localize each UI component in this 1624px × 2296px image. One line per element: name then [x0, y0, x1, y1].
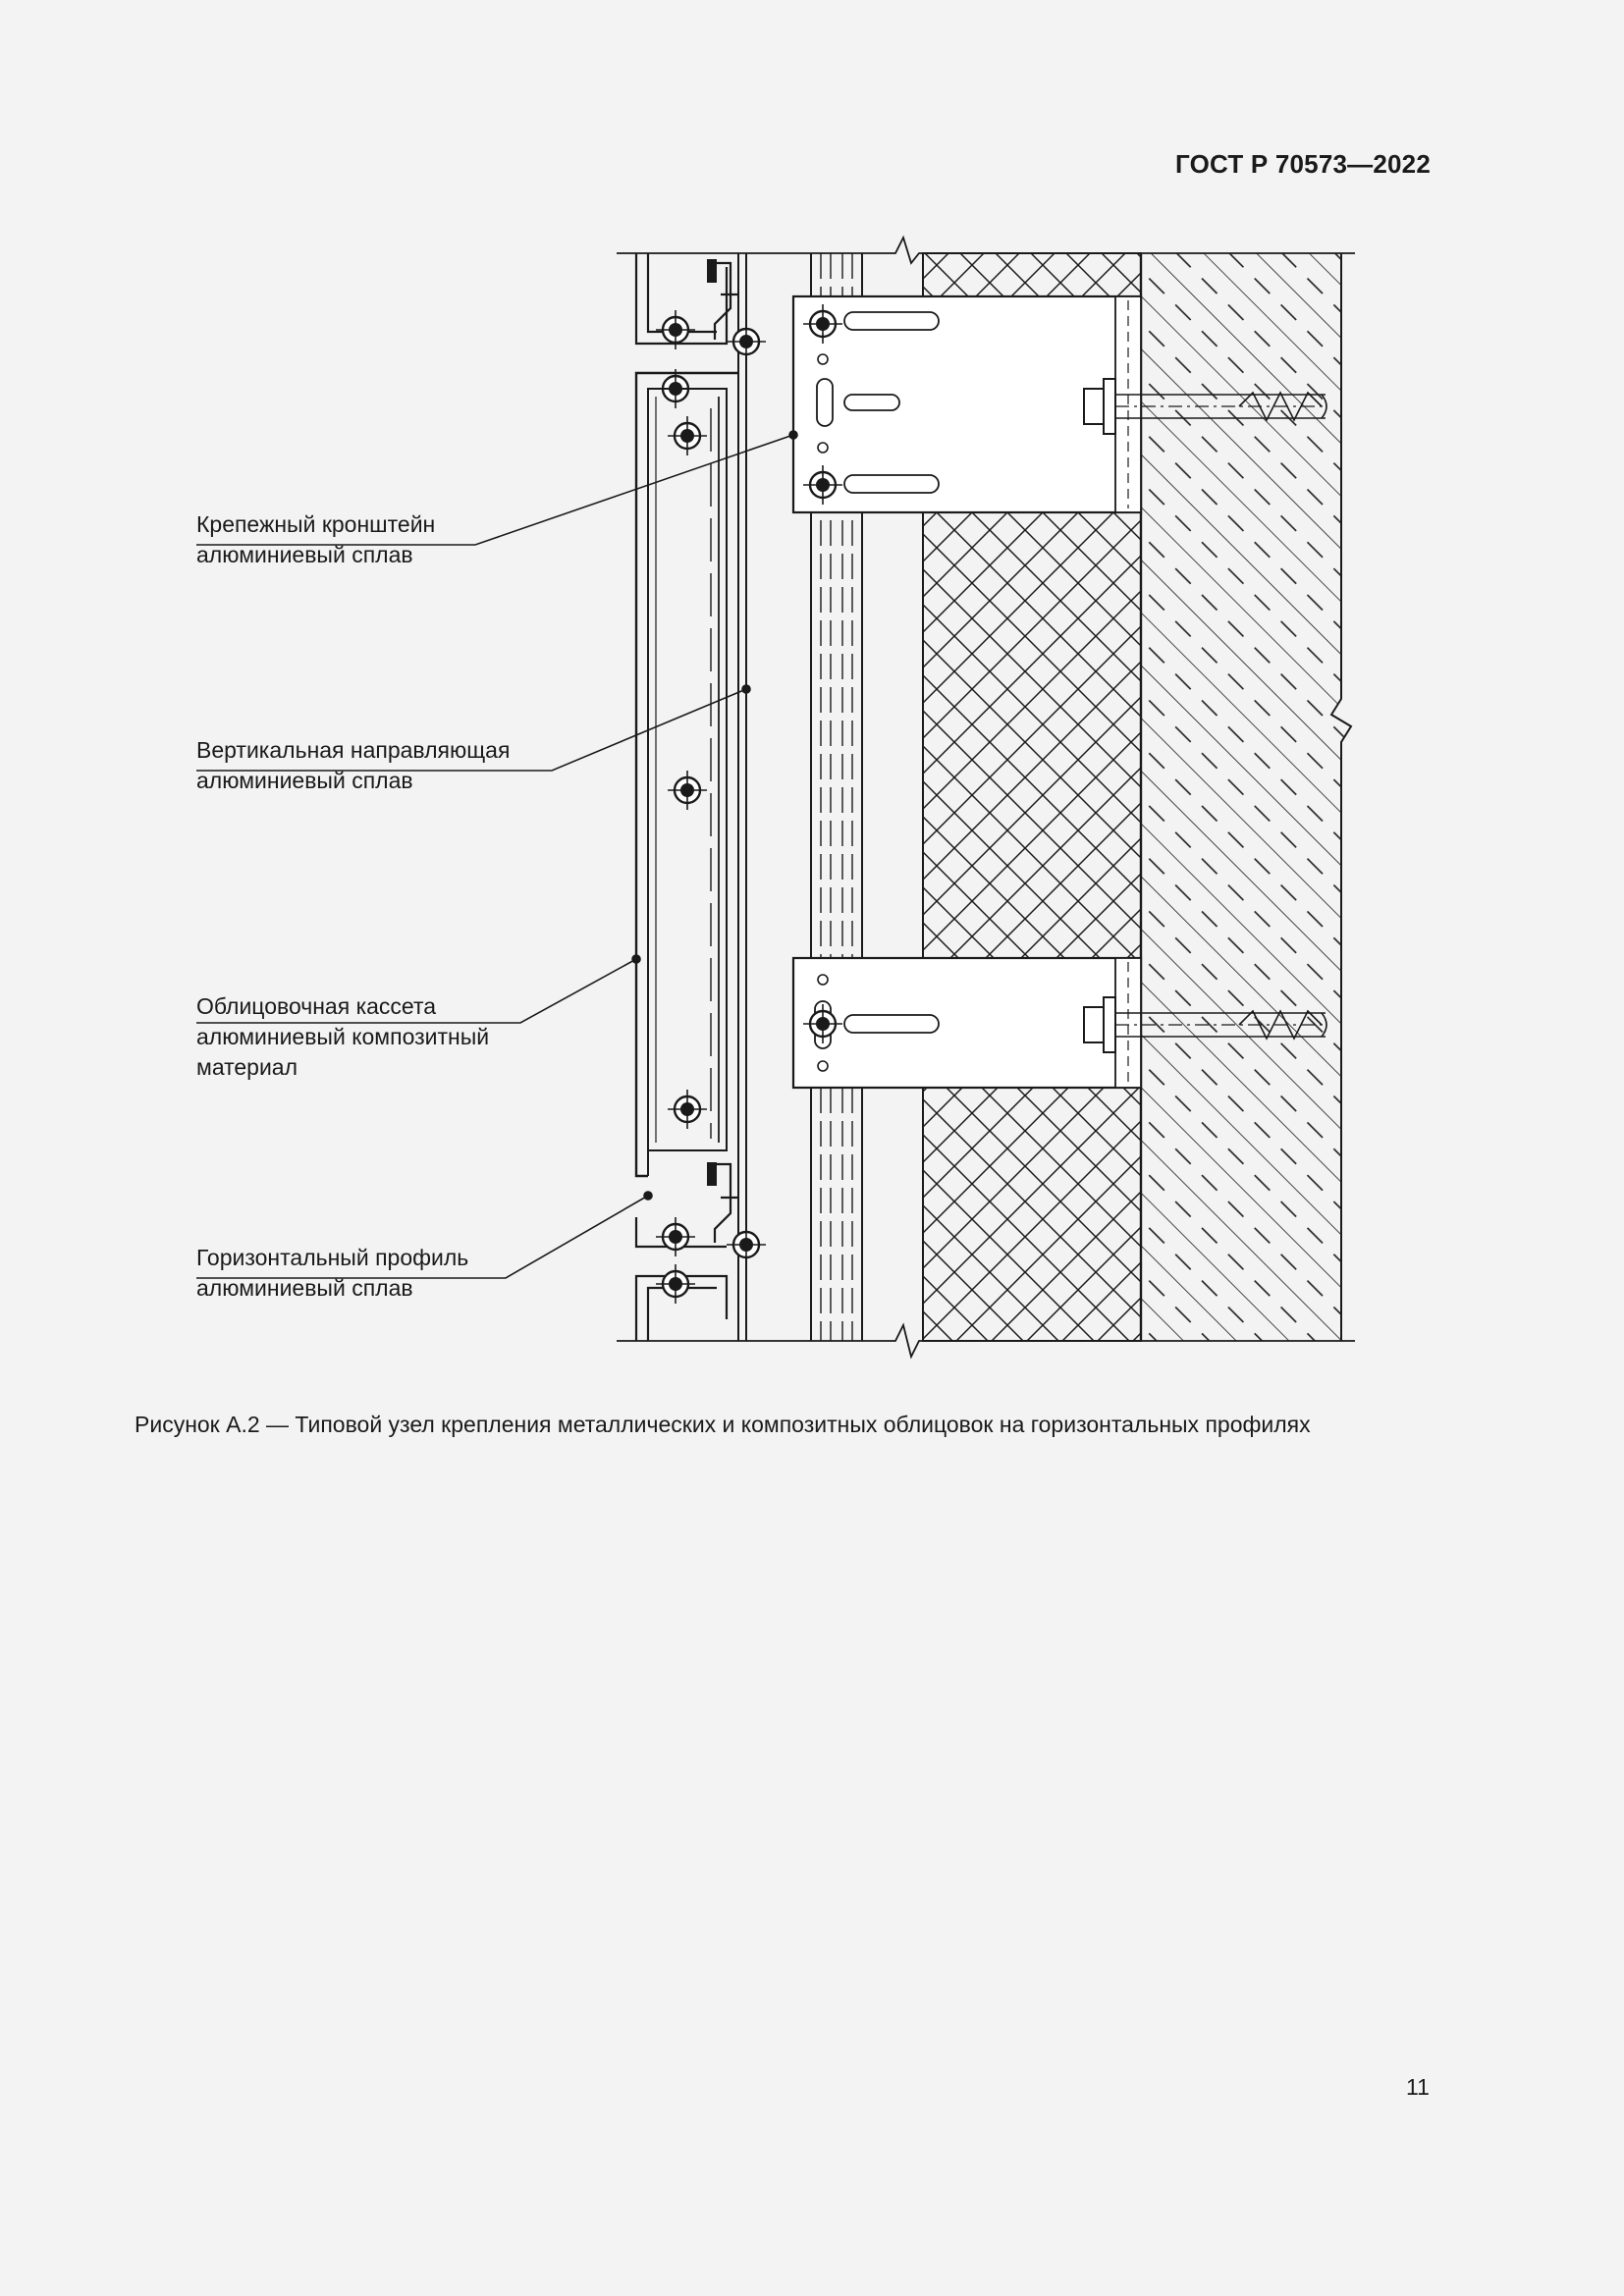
- callout-vertical-guide: [196, 735, 510, 796]
- callout-title: Горизонтальный профиль: [196, 1245, 469, 1270]
- lower-horizontal-profile: [636, 1162, 738, 1341]
- horizontal-profile-vertical-strips: [738, 253, 746, 1341]
- callout-bracket: [196, 509, 435, 570]
- callout-material: алюминиевый композитный: [196, 1024, 490, 1049]
- callout-material-line2: материал: [196, 1054, 298, 1080]
- page-number: 11: [1406, 2074, 1430, 2100]
- callout-material: алюминиевый сплав: [196, 1275, 413, 1301]
- callout-cassette: [196, 991, 489, 1083]
- callout-material: алюминиевый сплав: [196, 542, 413, 567]
- callout-title: Облицовочная кассета: [196, 993, 437, 1019]
- callout-title: Вертикальная направляющая: [196, 737, 511, 763]
- callout-title: Крепежный кронштейн: [196, 511, 436, 537]
- standard-id: ГОСТ Р 70573—2022: [1175, 149, 1431, 179]
- figure-caption: Рисунок А.2 — Типовой узел крепления металлических и композитных облицовок на горизонтальных профилях: [135, 1412, 1311, 1437]
- callout-horizontal-profile: [196, 1243, 468, 1304]
- callout-material: алюминиевый сплав: [196, 768, 413, 793]
- concrete-wall: [1141, 253, 1357, 1341]
